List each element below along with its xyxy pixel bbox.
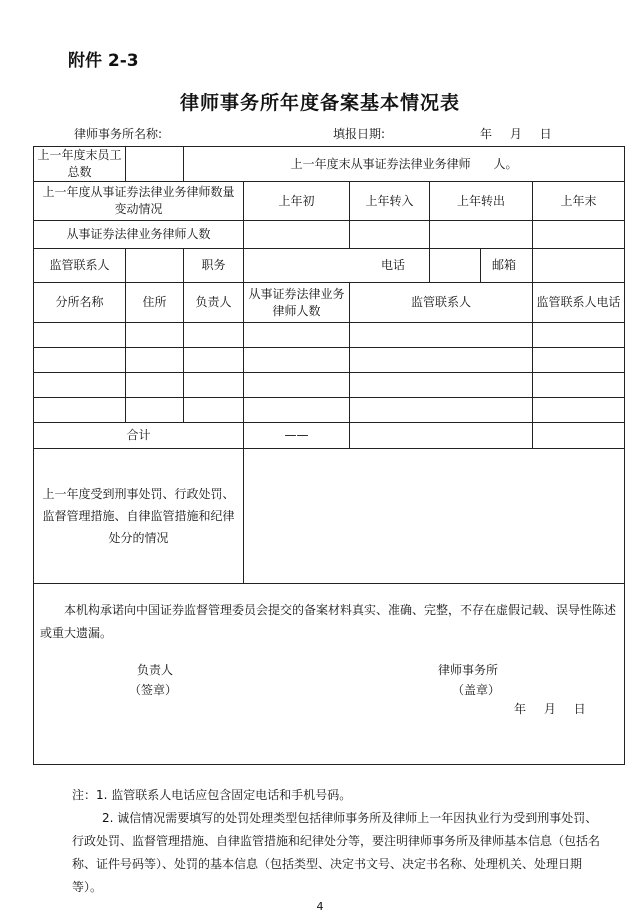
branch-cell[interactable] <box>34 323 126 348</box>
note-1: 注：1. 监管联系人电话应包含固定电话和手机号码。 <box>72 788 352 802</box>
branch-address-header: 住所 <box>126 283 184 323</box>
branch-lawyers-header: 从事证券法律业务律师人数 <box>244 283 350 323</box>
col-year-start: 上年初 <box>244 182 350 221</box>
branch-contact-header: 监管联系人 <box>350 283 533 323</box>
branch-cell[interactable] <box>34 373 126 398</box>
lawyer-count-row <box>34 221 625 249</box>
total-label: 合计 <box>34 423 244 449</box>
email-label: 邮箱 <box>492 258 517 272</box>
branch-cell[interactable] <box>184 398 244 423</box>
total-phone-cell[interactable] <box>533 423 625 449</box>
transfer-in-cell[interactable] <box>350 221 430 249</box>
branch-cell[interactable] <box>184 323 244 348</box>
branch-cell[interactable] <box>184 348 244 373</box>
firm-label: 律师事务所 <box>438 663 499 677</box>
branch-cell[interactable] <box>126 398 184 423</box>
branch-row <box>34 398 625 423</box>
branch-cell[interactable] <box>244 373 350 398</box>
pledge-date: 年 月 日 <box>514 702 586 716</box>
branch-cell[interactable] <box>533 348 625 373</box>
branch-row <box>34 323 625 348</box>
leader-label: 负责人 <box>137 663 174 677</box>
staff-total-label: 上一年度末员工总数 <box>34 147 126 182</box>
contact-label: 监管联系人 <box>34 249 126 283</box>
change-header-row <box>34 182 625 221</box>
branch-cell[interactable] <box>533 323 625 348</box>
phone-label: 电话 <box>380 258 405 272</box>
phone-cell[interactable] <box>430 249 533 283</box>
branch-cell[interactable] <box>244 323 350 348</box>
securities-lawyers-statement: 上一年度末从事证券法律业务律师 人。 <box>184 147 625 182</box>
year-end-cell[interactable] <box>533 221 625 249</box>
lawyer-count-label: 从事证券法律业务律师人数 <box>34 221 244 249</box>
col-year-end: 上年末 <box>533 182 625 221</box>
staff-row <box>34 147 625 182</box>
fill-date-label: 填报日期: <box>333 127 386 141</box>
pledge-statement: 本机构承诺向中国证券监督管理委员会提交的备案材料真实、准确、完整，不存在虚假记载、误导性陈述或重大遗漏。 <box>40 603 617 640</box>
branch-cell[interactable] <box>34 348 126 373</box>
filing-form-table <box>33 146 625 765</box>
page-number: 4 <box>316 900 324 913</box>
firm-name-label: 律师事务所名称: <box>74 127 163 141</box>
email-cell[interactable] <box>533 249 625 283</box>
attachment-label: 附件 2-3 <box>68 51 139 71</box>
branch-cell[interactable] <box>244 398 350 423</box>
total-row <box>34 423 625 449</box>
branch-cell[interactable] <box>184 373 244 398</box>
transfer-out-cell[interactable] <box>430 221 533 249</box>
branch-header-row <box>34 283 625 323</box>
contact-row <box>34 249 625 283</box>
note-2: 2. 诚信情况需要填写的处罚处理类型包括律师事务所及律师上一年因执业行为受到刑事处罚、行政处罚、监督管理措施、自律监管措施和纪律处分等，要注明律师事务所及律师基本信息（包括名称、证件号码等）、处罚的基本信息（包括类型、决定书文号、决定书名称、处理机关、处理日期等）。 <box>72 811 601 894</box>
col-transfer-out: 上年转出 <box>430 182 533 221</box>
contact-cell[interactable] <box>126 249 184 283</box>
col-transfer-in: 上年转入 <box>350 182 430 221</box>
pledge-cell <box>34 584 625 765</box>
branch-name-header: 分所名称 <box>34 283 126 323</box>
branch-cell[interactable] <box>126 323 184 348</box>
branch-cell[interactable] <box>350 398 533 423</box>
branch-cell[interactable] <box>126 373 184 398</box>
branch-row <box>34 373 625 398</box>
year-start-cell[interactable] <box>244 221 350 249</box>
form-title: 律师事务所年度备案基本情况表 <box>179 92 460 114</box>
total-lawyers-cell: —— <box>244 423 350 449</box>
notes <box>72 784 602 899</box>
branch-cell[interactable] <box>126 348 184 373</box>
leader-signature[interactable]: （签章） <box>129 683 178 697</box>
firm-seal[interactable]: （盖章） <box>452 683 501 697</box>
penalty-row <box>34 449 625 584</box>
lawyer-change-label: 上一年度从事证券法律业务律师数量变动情况 <box>34 182 244 221</box>
total-contact-cell[interactable] <box>350 423 533 449</box>
penalty-cell[interactable] <box>244 449 625 584</box>
branch-cell[interactable] <box>350 323 533 348</box>
fill-date-ymd: 年 月 日 <box>480 127 552 141</box>
branch-row <box>34 348 625 373</box>
branch-cell[interactable] <box>533 398 625 423</box>
position-cell[interactable] <box>244 249 430 283</box>
position-label: 职务 <box>184 249 244 283</box>
branch-cell[interactable] <box>34 398 126 423</box>
branch-cell[interactable] <box>533 373 625 398</box>
branch-leader-header: 负责人 <box>184 283 244 323</box>
pledge-row <box>34 584 625 765</box>
branch-cell[interactable] <box>350 373 533 398</box>
branch-contact-phone-header: 监管联系人电话 <box>533 283 625 323</box>
penalty-label: 上一年度受到刑事处罚、行政处罚、监督管理措施、自律监管措施和纪律处分的情况 <box>34 449 244 584</box>
staff-total-cell[interactable] <box>126 147 184 182</box>
branch-cell[interactable] <box>350 348 533 373</box>
branch-cell[interactable] <box>244 348 350 373</box>
